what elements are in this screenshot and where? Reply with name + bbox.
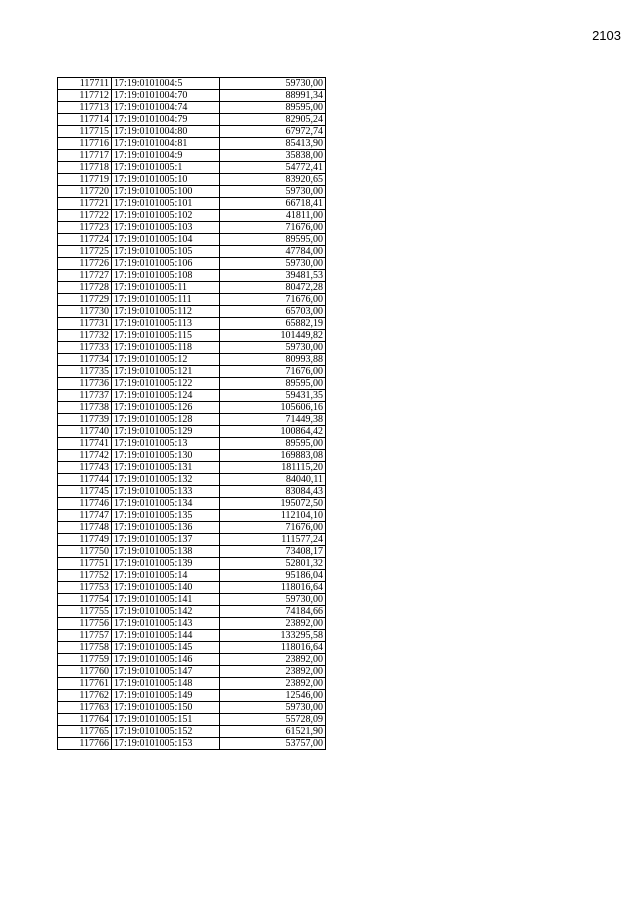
row-number-cell: 117714 [58,114,112,126]
table-row [58,582,326,594]
value-cell: 80993,88 [220,354,326,366]
cadastral-number-cell: 17:19:0101005:149 [112,690,220,702]
value-cell: 112104,10 [220,510,326,522]
value-cell: 65703,00 [220,306,326,318]
value-cell: 23892,00 [220,666,326,678]
value-cell: 59431,35 [220,390,326,402]
value-cell: 35838,00 [220,150,326,162]
row-number-cell: 117718 [58,162,112,174]
value-cell: 74184,66 [220,606,326,618]
row-number-cell: 117751 [58,558,112,570]
value-cell: 169883,08 [220,450,326,462]
cadastral-number-cell: 17:19:0101005:151 [112,714,220,726]
cadastral-number-cell: 17:19:0101005:143 [112,618,220,630]
value-cell: 195072,50 [220,498,326,510]
cadastral-number-cell: 17:19:0101005:148 [112,678,220,690]
cadastral-number-cell: 17:19:0101005:13 [112,438,220,450]
row-number-cell: 117723 [58,222,112,234]
row-number-cell: 117717 [58,150,112,162]
cadastral-number-cell: 17:19:0101005:136 [112,522,220,534]
value-cell: 23892,00 [220,654,326,666]
value-cell: 65882,19 [220,318,326,330]
cadastral-number-cell: 17:19:0101005:12 [112,354,220,366]
table-row [58,594,326,606]
cadastral-number-cell: 17:19:0101005:132 [112,474,220,486]
table-row [58,390,326,402]
cadastral-number-cell: 17:19:0101005:145 [112,642,220,654]
value-cell: 23892,00 [220,678,326,690]
row-number-cell: 117731 [58,318,112,330]
table-row [58,666,326,678]
value-cell: 61521,90 [220,726,326,738]
value-cell: 101449,82 [220,330,326,342]
row-number-cell: 117735 [58,366,112,378]
row-number-cell: 117716 [58,138,112,150]
row-number-cell: 117761 [58,678,112,690]
value-cell: 82905,24 [220,114,326,126]
row-number-cell: 117758 [58,642,112,654]
cadastral-number-cell: 17:19:0101004:9 [112,150,220,162]
value-cell: 89595,00 [220,102,326,114]
row-number-cell: 117732 [58,330,112,342]
row-number-cell: 117721 [58,198,112,210]
table-row [58,714,326,726]
row-number-cell: 117738 [58,402,112,414]
cadastral-number-cell: 17:19:0101004:80 [112,126,220,138]
table-row [58,282,326,294]
table-row [58,126,326,138]
cadastral-number-cell: 17:19:0101005:100 [112,186,220,198]
table-row [58,186,326,198]
value-cell: 55728,09 [220,714,326,726]
value-cell: 59730,00 [220,258,326,270]
value-cell: 89595,00 [220,438,326,450]
cadastral-number-cell: 17:19:0101005:11 [112,282,220,294]
table-row [58,318,326,330]
cadastral-number-cell: 17:19:0101004:79 [112,114,220,126]
value-cell: 59730,00 [220,186,326,198]
value-cell: 73408,17 [220,546,326,558]
table-row [58,606,326,618]
table-row [58,438,326,450]
value-cell: 67972,74 [220,126,326,138]
value-cell: 89595,00 [220,234,326,246]
cadastral-number-cell: 17:19:0101005:104 [112,234,220,246]
table-row [58,78,326,90]
cadastral-number-cell: 17:19:0101005:131 [112,462,220,474]
value-cell: 118016,64 [220,582,326,594]
table-row [58,630,326,642]
cadastral-number-cell: 17:19:0101005:122 [112,378,220,390]
row-number-cell: 117724 [58,234,112,246]
row-number-cell: 117725 [58,246,112,258]
table-row [58,726,326,738]
row-number-cell: 117741 [58,438,112,450]
row-number-cell: 117754 [58,594,112,606]
cadastral-number-cell: 17:19:0101005:118 [112,342,220,354]
table-row [58,246,326,258]
page-number: 2103 [592,28,621,43]
cadastral-number-cell: 17:19:0101005:113 [112,318,220,330]
table-body [58,78,326,750]
cadastral-number-cell: 17:19:0101005:108 [112,270,220,282]
cadastral-number-cell: 17:19:0101005:101 [112,198,220,210]
table-row [58,270,326,282]
row-number-cell: 117746 [58,498,112,510]
table-row [58,678,326,690]
table-row [58,162,326,174]
row-number-cell: 117756 [58,618,112,630]
table-row [58,330,326,342]
table-row [58,738,326,750]
row-number-cell: 117733 [58,342,112,354]
table-row [58,450,326,462]
value-cell: 54772,41 [220,162,326,174]
table-row [58,522,326,534]
cadastral-number-cell: 17:19:0101005:133 [112,486,220,498]
value-cell: 100864,42 [220,426,326,438]
row-number-cell: 117739 [58,414,112,426]
row-number-cell: 117762 [58,690,112,702]
cadastral-number-cell: 17:19:0101005:138 [112,546,220,558]
table-row [58,642,326,654]
table-row [58,402,326,414]
row-number-cell: 117711 [58,78,112,90]
value-cell: 66718,41 [220,198,326,210]
row-number-cell: 117737 [58,390,112,402]
table-row [58,702,326,714]
cadastral-number-cell: 17:19:0101005:105 [112,246,220,258]
value-cell: 47784,00 [220,246,326,258]
cadastral-number-cell: 17:19:0101005:150 [112,702,220,714]
row-number-cell: 117743 [58,462,112,474]
table-row [58,426,326,438]
table-row [58,198,326,210]
cadastral-number-cell: 17:19:0101005:1 [112,162,220,174]
row-number-cell: 117728 [58,282,112,294]
cadastral-number-cell: 17:19:0101005:153 [112,738,220,750]
cadastral-number-cell: 17:19:0101005:102 [112,210,220,222]
row-number-cell: 117748 [58,522,112,534]
table-row [58,90,326,102]
value-cell: 59730,00 [220,78,326,90]
row-number-cell: 117730 [58,306,112,318]
cadastral-number-cell: 17:19:0101004:74 [112,102,220,114]
table-row [58,570,326,582]
value-cell: 133295,58 [220,630,326,642]
table-row [58,150,326,162]
cadastral-number-cell: 17:19:0101005:139 [112,558,220,570]
cadastral-number-cell: 17:19:0101005:10 [112,174,220,186]
value-cell: 80472,28 [220,282,326,294]
cadastral-number-cell: 17:19:0101005:115 [112,330,220,342]
row-number-cell: 117715 [58,126,112,138]
table-row [58,366,326,378]
value-cell: 71676,00 [220,366,326,378]
cadastral-number-cell: 17:19:0101005:124 [112,390,220,402]
value-cell: 59730,00 [220,594,326,606]
row-number-cell: 117749 [58,534,112,546]
table-row [58,258,326,270]
cadastral-number-cell: 17:19:0101005:126 [112,402,220,414]
value-cell: 83920,65 [220,174,326,186]
table-row [58,474,326,486]
row-number-cell: 117752 [58,570,112,582]
row-number-cell: 117753 [58,582,112,594]
row-number-cell: 117729 [58,294,112,306]
value-cell: 105606,16 [220,402,326,414]
cadastral-number-cell: 17:19:0101005:128 [112,414,220,426]
table-row [58,354,326,366]
value-cell: 53757,00 [220,738,326,750]
cadastral-number-cell: 17:19:0101005:141 [112,594,220,606]
table-row [58,690,326,702]
cadastral-number-cell: 17:19:0101005:106 [112,258,220,270]
cadastral-value-table [57,77,326,750]
row-number-cell: 117757 [58,630,112,642]
value-cell: 89595,00 [220,378,326,390]
cadastral-number-cell: 17:19:0101005:144 [112,630,220,642]
cadastral-number-cell: 17:19:0101005:140 [112,582,220,594]
row-number-cell: 117736 [58,378,112,390]
row-number-cell: 117734 [58,354,112,366]
table-row [58,618,326,630]
table-row [58,210,326,222]
value-cell: 88991,34 [220,90,326,102]
cadastral-number-cell: 17:19:0101004:81 [112,138,220,150]
value-cell: 41811,00 [220,210,326,222]
table-row [58,534,326,546]
row-number-cell: 117742 [58,450,112,462]
cadastral-number-cell: 17:19:0101005:130 [112,450,220,462]
cadastral-number-cell: 17:19:0101005:121 [112,366,220,378]
value-cell: 71676,00 [220,294,326,306]
row-number-cell: 117712 [58,90,112,102]
value-cell: 95186,04 [220,570,326,582]
table-row [58,294,326,306]
value-cell: 118016,64 [220,642,326,654]
row-number-cell: 117744 [58,474,112,486]
table-row [58,414,326,426]
table-row [58,486,326,498]
value-cell: 71676,00 [220,522,326,534]
value-cell: 85413,90 [220,138,326,150]
cadastral-number-cell: 17:19:0101005:147 [112,666,220,678]
cadastral-number-cell: 17:19:0101005:14 [112,570,220,582]
cadastral-number-cell: 17:19:0101005:134 [112,498,220,510]
value-cell: 23892,00 [220,618,326,630]
cadastral-number-cell: 17:19:0101005:152 [112,726,220,738]
row-number-cell: 117766 [58,738,112,750]
table-row [58,378,326,390]
row-number-cell: 117727 [58,270,112,282]
value-cell: 84040,11 [220,474,326,486]
value-cell: 83084,43 [220,486,326,498]
row-number-cell: 117755 [58,606,112,618]
table-row [58,654,326,666]
value-cell: 59730,00 [220,342,326,354]
table-row [58,462,326,474]
table-row [58,342,326,354]
cadastral-number-cell: 17:19:0101005:137 [112,534,220,546]
row-number-cell: 117759 [58,654,112,666]
row-number-cell: 117765 [58,726,112,738]
value-cell: 39481,53 [220,270,326,282]
row-number-cell: 117740 [58,426,112,438]
table-row [58,510,326,522]
table-row [58,306,326,318]
table-row [58,114,326,126]
value-cell: 181115,20 [220,462,326,474]
table-row [58,558,326,570]
row-number-cell: 117726 [58,258,112,270]
row-number-cell: 117713 [58,102,112,114]
table-row [58,222,326,234]
cadastral-number-cell: 17:19:0101004:70 [112,90,220,102]
value-cell: 52801,32 [220,558,326,570]
table-row [58,234,326,246]
value-cell: 59730,00 [220,702,326,714]
table-row [58,138,326,150]
cadastral-number-cell: 17:19:0101004:5 [112,78,220,90]
row-number-cell: 117745 [58,486,112,498]
row-number-cell: 117720 [58,186,112,198]
row-number-cell: 117760 [58,666,112,678]
value-cell: 71676,00 [220,222,326,234]
cadastral-number-cell: 17:19:0101005:146 [112,654,220,666]
row-number-cell: 117719 [58,174,112,186]
cadastral-number-cell: 17:19:0101005:135 [112,510,220,522]
value-cell: 12546,00 [220,690,326,702]
table-row [58,102,326,114]
cadastral-number-cell: 17:19:0101005:112 [112,306,220,318]
row-number-cell: 117750 [58,546,112,558]
cadastral-number-cell: 17:19:0101005:142 [112,606,220,618]
cadastral-number-cell: 17:19:0101005:111 [112,294,220,306]
table-row [58,546,326,558]
table-row [58,498,326,510]
cadastral-number-cell: 17:19:0101005:129 [112,426,220,438]
row-number-cell: 117764 [58,714,112,726]
row-number-cell: 117722 [58,210,112,222]
row-number-cell: 117747 [58,510,112,522]
value-cell: 71449,38 [220,414,326,426]
row-number-cell: 117763 [58,702,112,714]
value-cell: 111577,24 [220,534,326,546]
cadastral-number-cell: 17:19:0101005:103 [112,222,220,234]
table-row [58,174,326,186]
